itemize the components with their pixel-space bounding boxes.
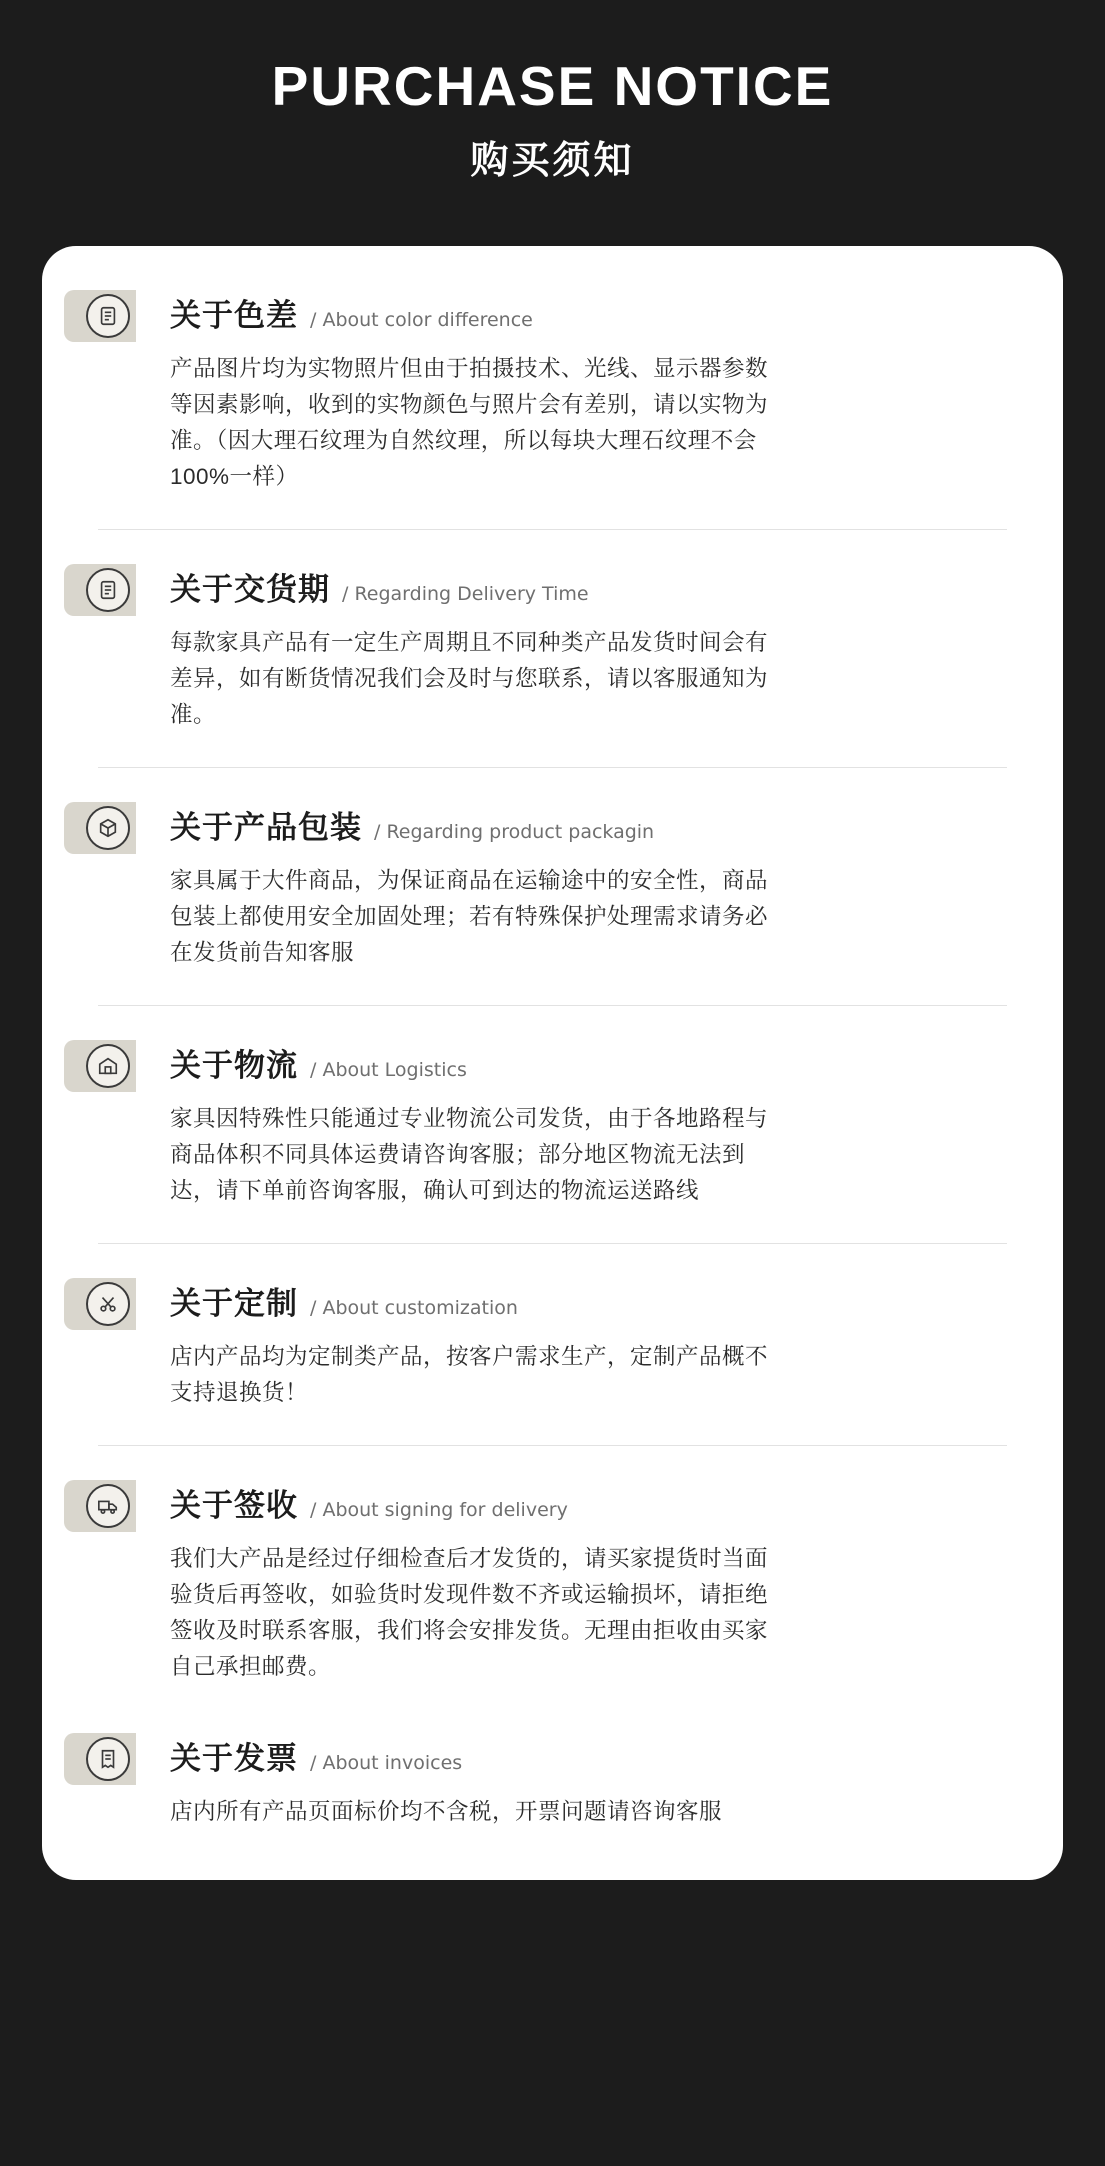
section-heading xyxy=(170,564,1007,609)
document-icon xyxy=(86,568,130,612)
icon-tag xyxy=(64,1040,136,1092)
section-heading xyxy=(170,1278,1007,1323)
section-heading xyxy=(170,1733,1007,1778)
section-title-cn: 关于色差 xyxy=(170,297,298,333)
section-title-en: / About signing for delivery xyxy=(310,1498,568,1521)
section-title-en: / About color difference xyxy=(310,308,533,331)
section-body: 店内所有产品页面标价均不含税，开票问题请咨询客服 xyxy=(170,1798,723,1824)
section-heading xyxy=(170,1480,1007,1525)
section-customization xyxy=(98,1243,1007,1411)
section-body: 店内产品均为定制类产品，按客户需求生产，定制产品概不支持退换货！ xyxy=(170,1343,769,1405)
section-packaging xyxy=(98,767,1007,971)
section-signing xyxy=(98,1445,1007,1685)
section-logistics xyxy=(98,1005,1007,1209)
section-delivery-time xyxy=(98,529,1007,733)
section-title-cn: 关于定制 xyxy=(170,1285,298,1321)
section-title-en: / About customization xyxy=(310,1296,518,1319)
scissors-icon xyxy=(86,1282,130,1326)
section-title-cn: 关于发票 xyxy=(170,1740,298,1776)
icon-tag xyxy=(64,1733,136,1785)
icon-tag xyxy=(64,802,136,854)
section-heading xyxy=(170,1040,1007,1085)
document-icon xyxy=(86,294,130,338)
page-title-cn: 购买须知 xyxy=(470,139,635,182)
section-color-difference xyxy=(98,290,1007,495)
section-title-en: / About invoices xyxy=(310,1751,463,1774)
page-header xyxy=(0,56,1105,224)
section-body: 家具属于大件商品，为保证商品在运输途中的安全性，商品包装上都使用安全加固处理；若有特殊保护处理需求请务必在发货前告知客服 xyxy=(170,867,769,965)
section-title-cn: 关于产品包装 xyxy=(170,809,362,845)
truck-icon xyxy=(86,1484,130,1528)
icon-tag xyxy=(64,290,136,342)
icon-tag xyxy=(64,1278,136,1330)
box-icon xyxy=(86,806,130,850)
section-title-cn: 关于交货期 xyxy=(170,571,330,607)
page-title-en: PURCHASE NOTICE xyxy=(271,55,834,117)
section-heading xyxy=(170,290,1007,335)
footer-spacer xyxy=(0,1880,1105,1920)
section-title-en: / Regarding product packagin xyxy=(374,820,655,843)
warehouse-icon xyxy=(86,1044,130,1088)
section-body: 产品图片均为实物照片但由于拍摄技术、光线、显示器参数等因素影响，收到的实物颜色与照片会有差别，请以实物为准。（因大理石纹理为自然纹理，所以每块大理石纹理不会100%一样） xyxy=(170,355,769,489)
section-heading xyxy=(170,802,1007,847)
section-invoices xyxy=(98,1707,1007,1830)
section-title-cn: 关于物流 xyxy=(170,1047,298,1083)
section-title-en: / Regarding Delivery Time xyxy=(342,582,589,605)
icon-tag xyxy=(64,1480,136,1532)
icon-tag xyxy=(64,564,136,616)
invoice-icon xyxy=(86,1737,130,1781)
section-body: 我们大产品是经过仔细检查后才发货的，请买家提货时当面验货后再签收，如验货时发现件数不齐或运输损坏，请拒绝签收及时联系客服，我们将会安排发货。无理由拒收由买家自己承担邮费。 xyxy=(170,1545,769,1679)
section-body: 家具因特殊性只能通过专业物流公司发货，由于各地路程与商品体积不同具体运费请咨询客服；部分地区物流无法到达，请下单前咨询客服，确认可到达的物流运送路线 xyxy=(170,1105,769,1203)
section-body: 每款家具产品有一定生产周期且不同种类产品发货时间会有差异，如有断货情况我们会及时与您联系，请以客服通知为准。 xyxy=(170,629,769,727)
section-title-cn: 关于签收 xyxy=(170,1487,298,1523)
section-title-en: / About Logistics xyxy=(310,1058,467,1081)
notice-card xyxy=(42,246,1063,1880)
